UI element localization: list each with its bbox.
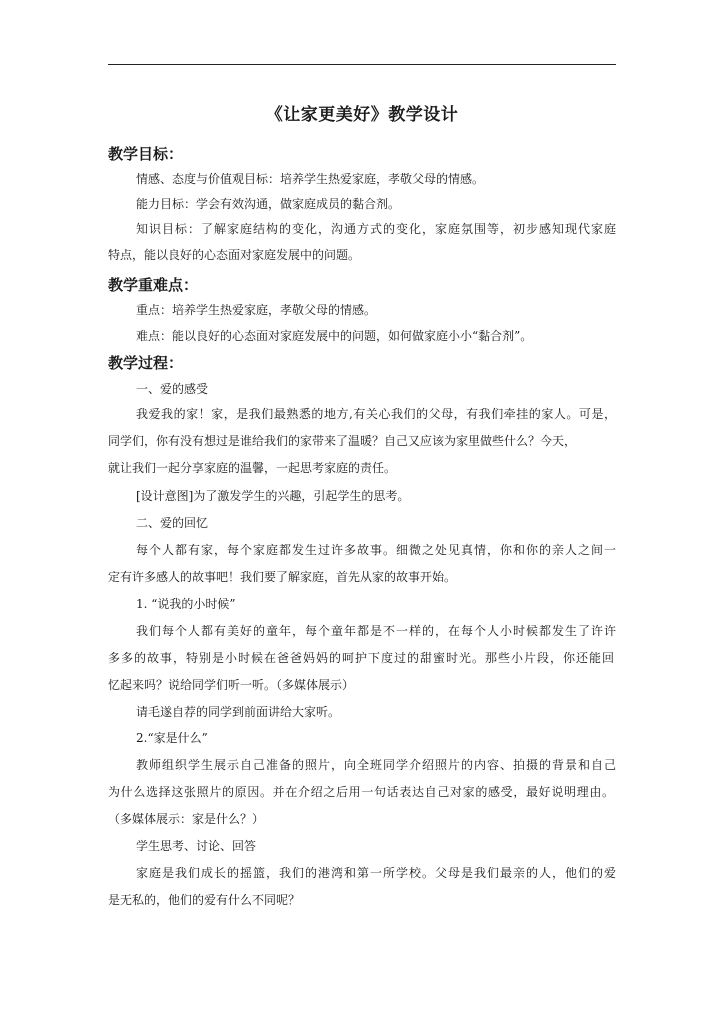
process-line: 学生思考、讨论、回答 xyxy=(136,839,257,853)
process-line: 教师组织学生展示自己准备的照片，向全班同学介绍照片的内容、拍摄的背景和自己 xyxy=(136,758,616,772)
objectives-line: 情感、态度与价值观目标：培养学生热爱家庭，孝敬父母的情感。 xyxy=(136,172,485,186)
objectives-line: 知识目标：了解家庭结构的变化，沟通方式的变化，家庭氛围等，初步感知现代家庭 xyxy=(136,222,616,236)
process-line: 是无私的，他们的爱有什么不同呢？ xyxy=(108,893,301,907)
process-line: 每个人都有家，每个家庭都发生过许多故事。细微之处见真情，你和你的亲人之间一 xyxy=(136,543,616,557)
process-line: 就让我们一起分享家庭的温馨，一起思考家庭的责任。 xyxy=(108,461,397,475)
process-line: 二、爱的回忆 xyxy=(136,516,209,530)
key-points-line: 难点：能以良好的心态面对家庭发展中的问题，如何做家庭小小“黏合剂”。 xyxy=(136,329,533,343)
process-line: 2.“家是什么” xyxy=(136,731,208,745)
process-line: （多媒体展示：家是什么？） xyxy=(108,812,265,826)
process-line: 同学们，你有没有想过是谁给我们的家带来了温暖？自己又应该为家里做些什么？今天， xyxy=(108,434,577,448)
key-points-heading: 教学重难点： xyxy=(108,276,199,294)
process-heading: 教学过程： xyxy=(108,354,184,372)
objectives-heading: 教学目标： xyxy=(108,145,184,163)
process-line: 请毛遂自荐的同学到前面讲给大家听。 xyxy=(136,705,341,719)
process-line: 为什么选择这张照片的原因。并在介绍之后用一句话表达自己对家的感受，最好说明理由。 xyxy=(108,785,614,799)
process-line: 一、爱的感受 xyxy=(136,382,209,396)
process-line: 多多的故事，特别是小时候在爸爸妈妈的呵护下度过的甜蜜时光。那些小片段，你还能回 xyxy=(108,651,614,665)
document-title: 《让家更美好》教学设计 xyxy=(265,105,459,125)
key-points-line: 重点：培养学生热爱家庭，孝敬父母的情感。 xyxy=(136,303,377,317)
process-line: 家庭是我们成长的摇篮，我们的港湾和第一所学校。父母是我们最亲的人，他们的爱 xyxy=(136,866,616,880)
objectives-line: 特点，能以良好的心态面对家庭发展中的问题。 xyxy=(108,248,361,262)
process-line: 定有许多感人的故事吧！我们要了解家庭，首先从家的故事开始。 xyxy=(108,570,457,584)
process-line: 我爱我的家！家，是我们最熟悉的地方,有关心我们的父母，有我们牵挂的家人。可是， xyxy=(136,407,616,421)
header-rule xyxy=(108,64,616,65)
process-line: 我们每个人都有美好的童年，每个童年都是不一样的，在每个人小时候都发生了许许 xyxy=(136,624,616,638)
objectives-line: 能力目标：学会有效沟通，做家庭成员的黏合剂。 xyxy=(136,197,401,211)
process-line: [设计意图]为了激发学生的兴趣，引起学生的思考。 xyxy=(136,489,410,503)
process-line: 1. “说我的小时候” xyxy=(136,597,236,611)
process-line: 忆起来吗？说给同学们听一听。（多媒体展示） xyxy=(108,678,355,692)
